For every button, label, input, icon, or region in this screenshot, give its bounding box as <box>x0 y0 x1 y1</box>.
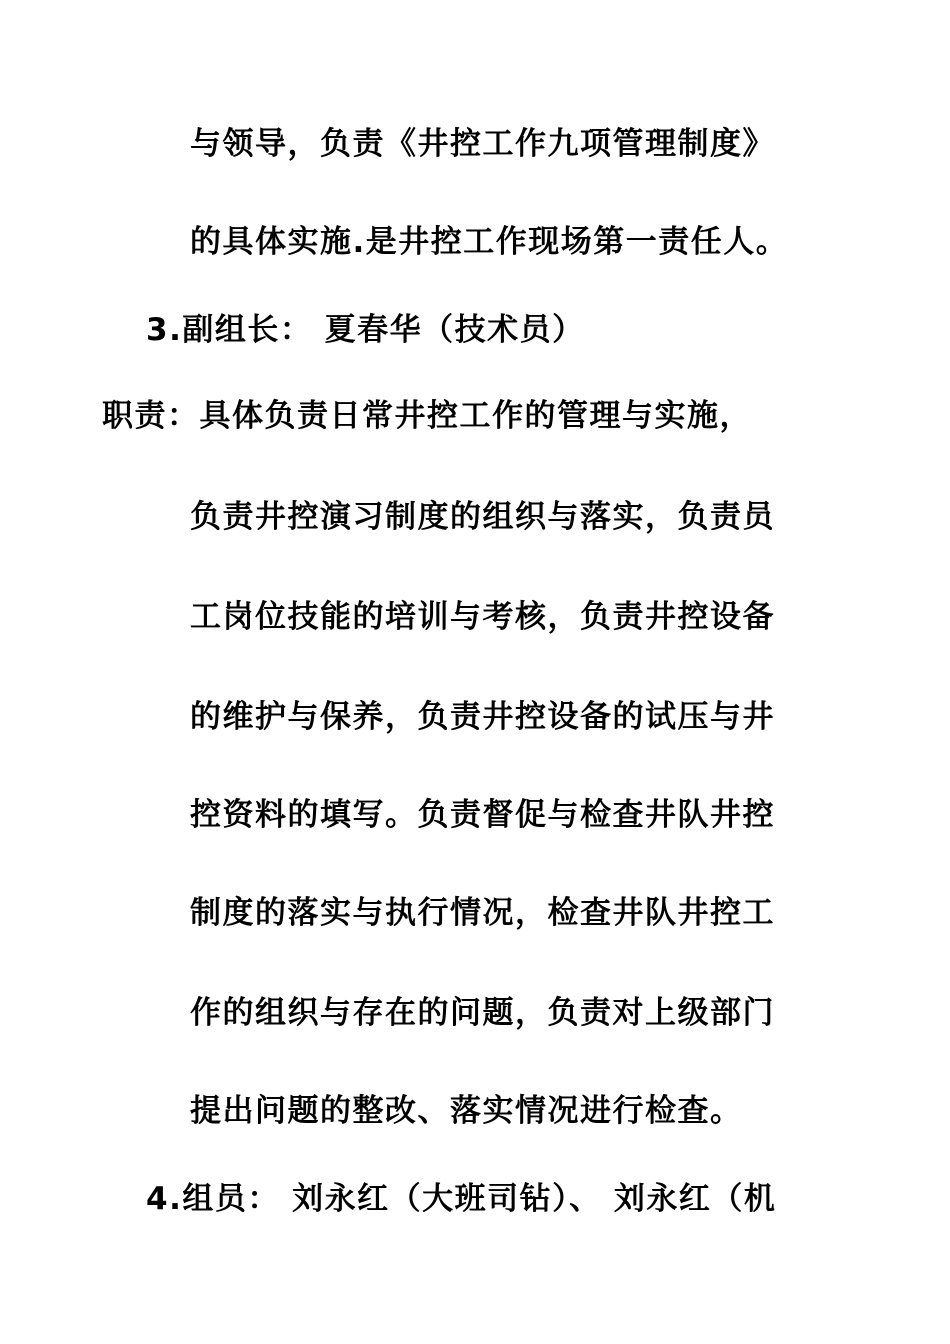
body-text-line-2: 的具体实施.是井控工作现场第一责任人。 <box>190 224 789 260</box>
duties-line-8: 提出问题的整改、落实情况进行检查。 <box>190 1093 743 1129</box>
duties-line-2: 负责井控演习制度的组织与落实，负责员 <box>190 499 775 535</box>
section-heading-deputy-leader: 3.副组长： 夏春华（技术员） <box>146 312 585 348</box>
duties-line-3: 工岗位技能的培训与考核，负责井控设备 <box>190 599 775 635</box>
duties-line-1: 职责：具体负责日常井控工作的管理与实施， <box>102 398 752 434</box>
duties-line-6: 制度的落实与执行情况，检查井队井控工 <box>190 895 775 931</box>
section-heading-members: 4.组员： 刘永红（大班司钻）、 刘永红（机 <box>146 1181 777 1217</box>
duties-line-5: 控资料的填写。负责督促与检查井队井控 <box>190 797 775 833</box>
duties-line-7: 作的组织与存在的问题，负责对上级部门 <box>190 995 775 1031</box>
duties-line-4: 的维护与保养，负责井控设备的试压与井 <box>190 699 775 735</box>
body-text-line-1: 与领导，负责《井控工作九项管理制度》 <box>190 126 775 162</box>
